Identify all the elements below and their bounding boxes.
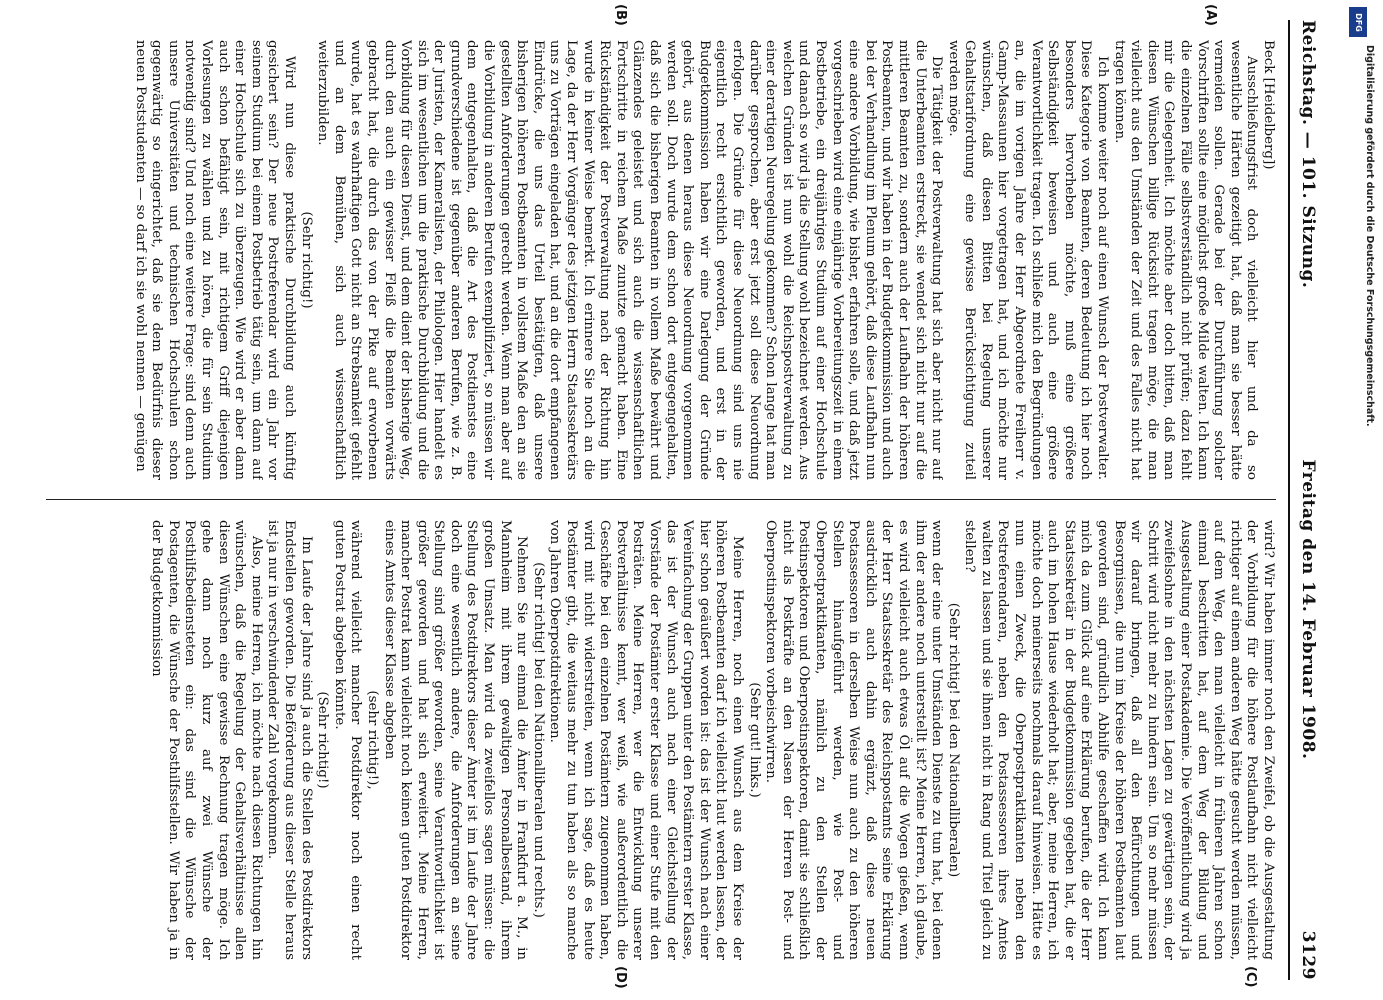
paragraph: Meine Herren, noch einen Wunsch aus dem Kreise der höheren Postbeamten darf ich vielleicht laut werden lassen, der hier schon geäußert worden ist: das ist der Wunsch nach einer Vereinfachung der Gruppen unter den Postämtern erster Klasse, das ist der Wunsch auch nach einer Gleichstellung der Vorstände der Postämter erster Klasse und einer Stufe mit den Posträten. Meine Herren, wer die Entwicklung unserer Postverhältnisse kennt, wer weiß, wie außerordentlich die Geschäfte bei den einzelnen Postämtern zugenommen haben, wird mit nicht widerstreiten, wenn ich sage, daß es heute Postämter gibt, die weitaus mehr zu tun haben als so manche von Jahren Oberpostdirektionen. <box>547 520 745 960</box>
margin-marker-c: (C) <box>1243 966 1258 988</box>
watermark-text: Digitalisierung gefördert durch die Deutsche Forschungsgemeinschaft. <box>1364 45 1375 427</box>
margin-marker-b: (B) <box>613 4 628 26</box>
speaker-line: Beck [Heidelberg]) <box>1261 40 1276 170</box>
paragraph: Nehmen Sie nur einmal die Ämter in Frankfurt a. M., in Mannheim mit ihrem gewaltigen Personalbestand, ihrem großen Umsatz. Man wird da zweifellos sagen müssen: die Stellung des Postdirektors dieser Ämter ist im Laufe der Jahre doch eine wesentlich andere, die Anforderungen an seine Stellung sind größer geworden, seine Verantwortlichkeit ist größer geworden und hat sich erweitert. Meine Herren, mancher Postrat kann vielleicht noch keinen guten Postdirektor eines Amtes dieser Klasse abgeben <box>381 520 530 960</box>
dfg-watermark <box>1345 5 1381 995</box>
interjection: (Sehr richtig! bei den Nationalliberalen und rechts.) <box>530 562 546 918</box>
header-center: Freitag den 14. Februar 1908. <box>1298 459 1318 760</box>
header-rule <box>1288 20 1290 980</box>
interjection: (Sehr richtig!) <box>298 211 314 309</box>
paragraph: Also, meine Herren, ich möchte nach diesen Richtungen hin wünschen, daß die Regelung der Gehaltsverhältnisse allen diesen Wünschen eine gewisse Rechnung tragen möge. Ich gehe dann noch kurz auf zwei Wünsche der Posthilfsbediensteten ein: das sind die Wünsche der Postagenten, die Wünsche der Posthilfsstellen. Wir haben ja in der Budgetkommission <box>149 520 264 960</box>
page-header <box>1288 20 1328 980</box>
paragraph: wenn der eine unter Umständen Dienste zu tun hat, bei denen ihm der andere noch unterstellt ist? Meine Herren, ich glaube, es wird vielleicht auch etwas Öl auf die Wogen gießen, wenn der Herr Staatssekretär des Reichspostamts seine Erklärung ausdrücklich auch dahin ergänzt, daß diese neuen Postassessoren in derselben Weise nun auch zu den höheren Stellen hinaufgeführt werden, wie Post- und Oberpostpraktikanten, nämlich zu den Stellen der Postinspektoren und Oberpostinspektoren, damit sie schließlich nicht als Postkräfte an den Nasen der Herren Post- und Oberpostinspektoren vorbeischwirren. <box>763 520 945 960</box>
paragraph: Die Tätigkeit der Postverwaltung hat sich aber nicht nur auf die Unterbeamten erstreckt, sie wendet sich nicht nur auf die mittleren Beamten zu, sondern auch der Laufbahn der höheren Postbeamten, und wir haben in der Budgetkommission und auch bei der Verhandlung im Plenum gehört, daß diese Laufbahn nun eine andere Vorbildung, wie bisher, erfahren solle, und daß jetzt vorgeschrieben wird eine einjährige Vorbereitungszeit in einem Postbetriebe, ein dreijähriges Studium auf einer Hochschule und danach so wird ja die Stellung wohl bezeichnet werden. Aus welchen Gründen ist nun wohl die Reichspostverwaltung zu einer derartigen Neuregelung gekommen? Schon lange hat man darüber gesprochen, aber erst jetzt soll diese Neuordnung erfolgen. Die Gründe für diese Neuordnung sind uns nie eigentlich recht ersichtlich geworden, und erst in der Budgetkommission haben wir eine Darlegung der Gründe gehört, aus denen heraus diese Neuordnung vorgenommen werden soll. Doch wurde dem schon dort entgegengehalten, daß sich die bisherigen Beamten in vollem Maße bewährt und Glänzendes geleistet und sich auch die wissenschaftlichen Fortschritte in reichem Maße zunutze gemacht haben. Eine Rückständigkeit der Postverwaltung nach der Richtung hin wurde in keiner Weise bemerkt. Ich erinnere Sie noch an die Lage, da der Herr Vorgänger des jetzigen Herrn Staatssekretärs uns zu Vorträgen eingeladen hat, und an die dort empfangenen Eindrücke, die uns das Urteil bestätigten, daß unsere bisherigen höheren Postbeamten in vollstem Maße den an sie gestellten Anforderungen gerecht werden. Wenn man aber auf die Vorbildung in anderen Berufen exemplifiziert, so müssen wir dem entgegenhalten, daß die Art des Postdienstes eine grundverschiedene ist gegenüber anderen Berufen, wie z. B. der Juristen, der Kameralisten, der Philologen. Hier handelt es sich im wesentlichen um die praktische Durchbildung und die Vorbildung für diesen Dienst, und dem dient der bisherige Weg, durch den auch ein gewisser Fleiß die Beamten vorwärts gebracht hat, die durch das von der Pike auf erworbenen wurde, hat es wahrhaftigen Gott nicht an Strebsamkeit gefehlt und an dem Bemühen, sich auch wissenschaftlich weiterzubilden. <box>315 40 945 480</box>
right-column <box>46 520 1276 960</box>
header-left: Reichstag. — 101. Sitzung. <box>1298 20 1318 289</box>
dfg-logo: DFG <box>1349 7 1367 37</box>
interjection: (sehr richtig!), <box>364 690 380 790</box>
margin-marker-a: (A) <box>1203 4 1218 26</box>
paragraph: wird? Wir haben immer noch den Zweifel, ob die Ausgestaltung der Vorbildung für die höhere Postlaufbahn nicht vielleicht richtiger auf einem anderen Weg hätte gesucht werden müssen, auf dem Weg, den man vielleicht in früheren Jahren schon einmal beschritten hat, auf dem Weg der Bildung und Ausgestaltung einer Postakademie. Die Veröffentlichung wird ja zweifelsohne in den nächsten Lagen zu gewärtigen sein, der Schritt wird nicht mehr zu hindern sein. Um so mehr müssen wir darauf bringen, daß all den Befürchtungen und Besorgnissen, die nun im Kreise der höheren Postbeamten laut geworden sind, gründlich Abhilfe geschaffen wird. Ich kann mich da zum Glück auf eine Erklärung berufen, die der Herr Staatssekretär in der Budgetkommission gegeben hat, die er auch im hohen Hause wiederholt hat; aber, meine Herren, ich möchte doch meinerseits nochmals darauf hinweisen. Hätte es nun einen Zweck, die Oberpostpraktikanten neben den Postreferendaren, neben den Postassessoren ihres Amtes walten zu lassen und sie ihnen nicht in Rang und Titel gleich zu stellen? <box>962 520 1276 960</box>
paragraph: Im Laufe der Jahre sind ja auch die Stellen des Postdirektors Endstellen geworden. Die Beförderung aus dieser Stelle heraus ist ja nur in verschwindender Zahl vorgekommen. <box>265 520 314 960</box>
paragraph: Ich komme weiter noch auf einen Wunsch der Postverwalter. Diese Kategorie von Beamten, deren Bedeutung ich hier noch besonders hervorheben möchte, muß eine größere Selbständigkeit beweisen und auch eine größere Verantwortlichkeit tragen. Ich schließe mich den Begründungen an, die im vorigen Jahre der Herr Abgeordnete Freiherr v. Gamp-Massaunen hier vorgetragen hat, und ich möchte nur wünschen, daß diesen Bitten bei Regelung unserer Gehaltstarifordnung eine gewisse Berücksichtigung zuteil werden möge. <box>945 40 1111 480</box>
left-column <box>46 40 1276 480</box>
interjection: (Sehr richtig! bei den Nationalliberalen) <box>945 602 961 878</box>
column-divider <box>46 499 1276 500</box>
interjection: (Sehr gut! links.) <box>746 682 762 798</box>
header-page-number: 3129 <box>1298 930 1318 980</box>
interjection: (Sehr richtig!) <box>315 691 331 789</box>
paragraph: Wird nun diese praktische Durchbildung auch künftig gesichert sein? Der neue Postreferendar wird ein Jahr vor seinem Studium bei einem Postbetrieb tätig sein, um dann auf einer Hochschule sich zu überzeugen. Wie wird er aber dann auch schon befähigt sein, mit richtigem Griff diejenigen Vorlesungen zu wählen und zu hören, die für sein Studium notwendig sind? Und noch eine weitere Frage: sind denn auch unsere Universitäten und technischen Hochschulen schon gegenwärtig so eingerichtet, daß sie dem Bedürfnis dieser neuen Poststudenten — so darf ich sie wohl nennen — genügen <box>132 40 297 480</box>
document-page <box>28 4 1328 989</box>
paragraph: während vielleicht mancher Postdirektor noch einen recht guten Postrat abgeben könnte. <box>331 520 364 960</box>
margin-marker-d: (D) <box>613 966 628 989</box>
paragraph: Ausschließungsfrist doch vielleicht hier und da so wesentliche Härten gezeitigt hat, daß man sie besser hätte vermeiden sollen. Gerade bei der Durchführung solcher Vorschriften sollte eine möglichst große Milde walten. Ich kann die einzelnen Fälle selbstverständlich nicht prüfen; dazu fehlt mir die Gelegenheit. Ich möchte aber doch bitten, daß man diesen Wünschen billige Rücksicht tragen möge, die man vielleicht aus den Umständen der Zeit und des Falles nicht hat tragen können. <box>1111 40 1260 480</box>
